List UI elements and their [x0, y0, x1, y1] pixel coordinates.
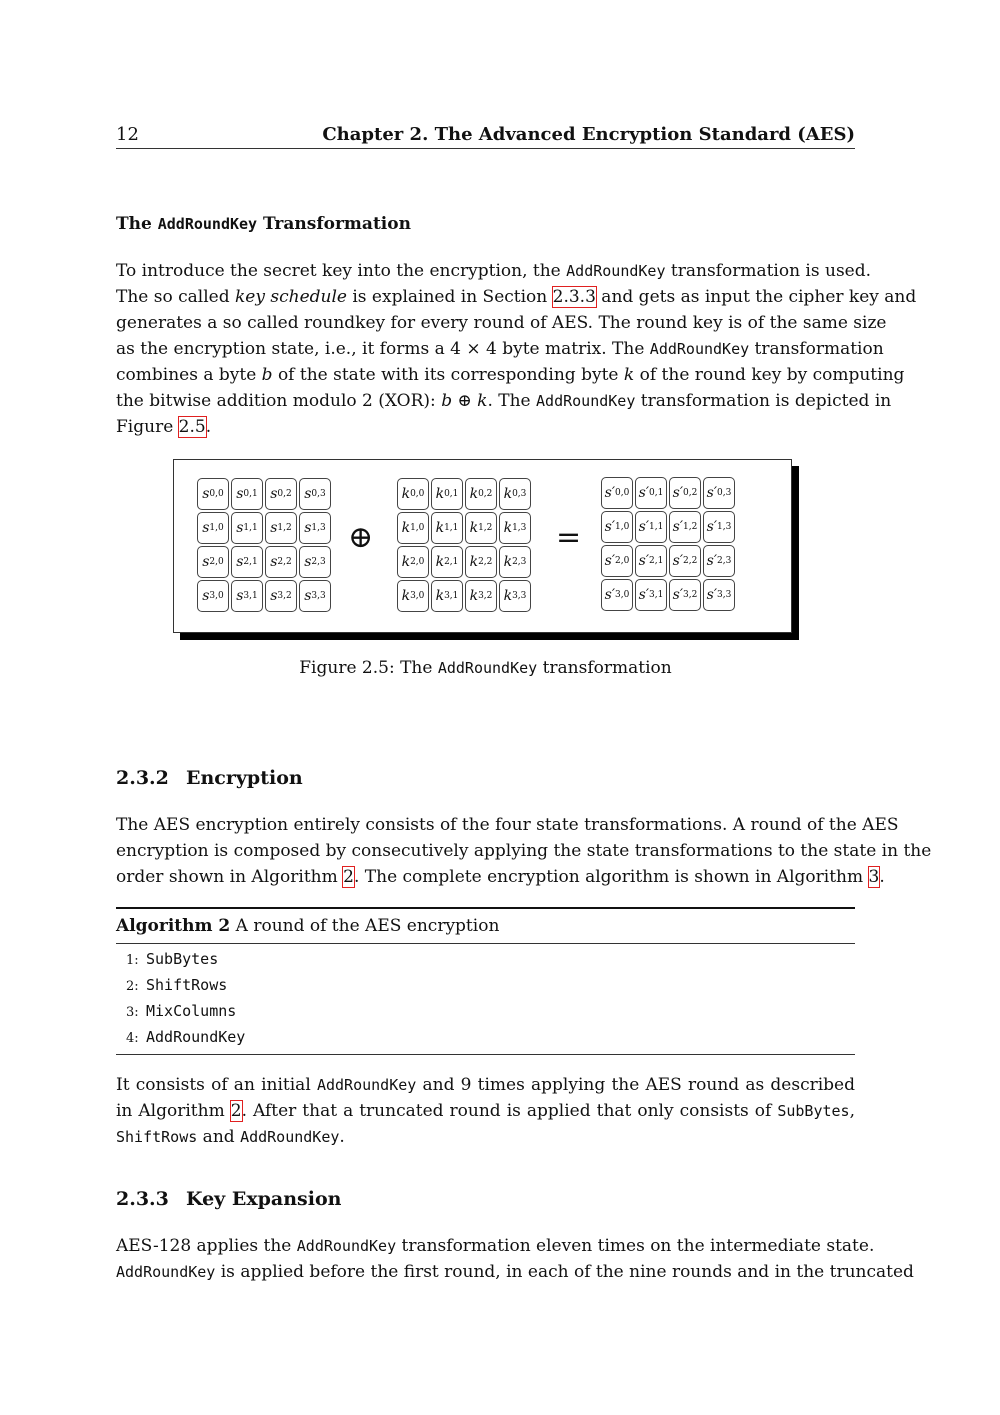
matrix-cell [601, 579, 633, 611]
matrix-cell [703, 477, 735, 509]
cell-symbol: s [270, 486, 278, 502]
matrix-cell [465, 580, 497, 612]
cell-index: 2,3 [311, 557, 326, 567]
matrix-cell [265, 580, 297, 612]
matrix-cell [499, 580, 531, 612]
cell-symbol: s [304, 486, 312, 502]
cell-symbol: s′ [672, 485, 684, 501]
code-text: AddRoundKey [296, 1237, 397, 1255]
cell-symbol: k [469, 554, 479, 570]
cell-symbol: k [503, 554, 513, 570]
text: , [849, 1101, 855, 1121]
matrix-cell [431, 512, 463, 544]
matrix-cell [265, 546, 297, 578]
cell-index: 1,0 [209, 523, 224, 533]
algorithm-step [116, 972, 855, 998]
chapter-title: Chapter 2. The Advanced Encryption Standard (AES) [322, 124, 855, 145]
cell-symbol: s′ [706, 519, 718, 535]
cell-index: 0,3 [512, 489, 527, 499]
cell-index: 2,0 [209, 557, 224, 567]
matrix-cell [197, 512, 229, 544]
cell-index: 2,0 [410, 557, 425, 567]
text: . The complete encryption algorithm is shown in Algorithm [353, 867, 869, 887]
cell-symbol: k [401, 554, 411, 570]
equals-operator: = [556, 520, 582, 555]
text: in Algorithm [116, 1101, 231, 1121]
text-line [116, 362, 905, 388]
algorithm-label: Algorithm 2 [116, 916, 231, 936]
cell-index: 0,0 [410, 489, 425, 499]
text: The AES encryption entirely consists of the four state transformations. A round of the AES [116, 815, 899, 835]
matrix-cell [669, 579, 701, 611]
matrix-cell [231, 478, 263, 510]
text: of the state with its corresponding byte [272, 365, 624, 385]
cell-symbol: s′ [604, 553, 616, 569]
matrix-cell [669, 477, 701, 509]
cross-reference-link[interactable]: 2.3.3 [552, 287, 596, 307]
text: and [197, 1127, 241, 1147]
matrix-cell [397, 478, 429, 510]
italic-text: k [623, 365, 635, 385]
cell-index: 3,2 [277, 591, 292, 601]
cell-symbol: s [236, 588, 244, 604]
cell-index: 3,3 [311, 591, 326, 601]
cell-symbol: s [270, 520, 278, 536]
text-line [116, 1124, 855, 1150]
cell-index: 1,1 [444, 523, 459, 533]
text: encryption is composed by consecutively applying the state transformations to the state in the [116, 841, 932, 861]
cell-symbol: k [401, 520, 411, 536]
matrix-cell [431, 478, 463, 510]
paragraph-rounds [116, 1072, 855, 1150]
cross-reference-link[interactable]: 2 [343, 867, 354, 887]
page-number: 12 [116, 124, 139, 145]
section-number: 2.3.3 [116, 1188, 169, 1210]
text: order shown in Algorithm [116, 867, 344, 887]
cell-symbol: s′ [638, 485, 650, 501]
italic-text: b [441, 391, 453, 411]
cell-symbol: s [304, 554, 312, 570]
cell-index: 1,1 [243, 523, 258, 533]
matrix-cell [499, 478, 531, 510]
cell-index: 2,3 [512, 557, 527, 567]
cell-symbol: s [304, 588, 312, 604]
cell-index: 3,3 [717, 590, 732, 600]
matrix-cell [635, 477, 667, 509]
matrix-cell [197, 546, 229, 578]
text: The so called [116, 287, 235, 307]
cell-index: 0,0 [209, 489, 224, 499]
matrix-cell [669, 511, 701, 543]
cross-reference-link[interactable]: 3 [868, 867, 880, 887]
matrix-cell [601, 477, 633, 509]
text: AES-128 applies the [116, 1236, 297, 1256]
caption-text: Figure 2.5: The [299, 658, 438, 678]
cell-index: 3,1 [444, 591, 459, 601]
matrix-cell [465, 546, 497, 578]
text-line [116, 388, 892, 414]
matrix-cell [635, 545, 667, 577]
cell-index: 1,2 [683, 522, 698, 532]
cell-index: 0,3 [717, 488, 732, 498]
text-line [116, 1259, 914, 1285]
algorithm-step [116, 998, 855, 1024]
cell-index: 3,3 [512, 591, 527, 601]
code-text: AddRoundKey [536, 392, 636, 410]
cell-symbol: s′ [706, 485, 718, 501]
text: transformation eleven times on the intermediate state. [396, 1236, 875, 1256]
cell-index: 2,0 [615, 556, 630, 566]
cell-index: 0,1 [444, 489, 459, 499]
caption-text: transformation [537, 658, 672, 678]
text: . [879, 867, 885, 887]
cell-symbol: s [202, 554, 210, 570]
step-number: 2: [126, 979, 139, 994]
result-matrix [601, 477, 735, 611]
section-title: Key Expansion [186, 1188, 342, 1210]
matrix-cell [231, 546, 263, 578]
algorithm-step [116, 946, 855, 972]
cell-symbol: s′ [706, 553, 718, 569]
cell-symbol: k [503, 486, 513, 502]
matrix-cell [601, 511, 633, 543]
cell-symbol: s′ [638, 587, 650, 603]
cell-index: 0,1 [649, 488, 664, 498]
text: Figure [116, 417, 179, 437]
cell-index: 0,0 [615, 488, 630, 498]
cell-index: 0,2 [683, 488, 698, 498]
cell-index: 1,0 [615, 522, 630, 532]
algorithm-caption: A round of the AES encryption [230, 916, 500, 936]
matrix-cell [299, 512, 331, 544]
text: is explained in Section [346, 287, 553, 307]
cell-symbol: k [401, 588, 411, 604]
cell-index: 1,3 [717, 522, 732, 532]
code-text: ShiftRows [116, 1128, 198, 1146]
cell-index: 1,2 [478, 523, 493, 533]
cell-index: 1,2 [277, 523, 292, 533]
text: generates a so called roundkey for every round of AES. The round key is of the same size [116, 313, 887, 333]
paragraph-encryption [116, 812, 932, 890]
cell-symbol: k [469, 486, 479, 502]
cell-symbol: s [202, 520, 210, 536]
cell-index: 2,2 [683, 556, 698, 566]
cell-symbol: s′ [604, 587, 616, 603]
algorithm-step [116, 1024, 855, 1050]
matrix-cell [703, 511, 735, 543]
matrix-cell [703, 545, 735, 577]
step-code: MixColumns [146, 1002, 237, 1020]
heading-code: AddRoundKey [157, 215, 258, 233]
cell-index: 0,3 [311, 489, 326, 499]
text: and 9 times applying the AES round as described [416, 1075, 855, 1095]
matrix-cell [397, 546, 429, 578]
matrix-cell [299, 478, 331, 510]
cell-symbol: s [202, 486, 210, 502]
text-line [116, 414, 855, 440]
heading-text: The [116, 214, 158, 234]
text-line [116, 1072, 855, 1098]
text: as the encryption state, i.e., it forms a 4 × 4 byte matrix. The [116, 339, 650, 359]
cell-index: 0,2 [277, 489, 292, 499]
cell-symbol: s′ [672, 519, 684, 535]
cell-symbol: k [469, 520, 479, 536]
paragraph-addroundkey [116, 258, 917, 440]
italic-text: b [261, 365, 273, 385]
cell-index: 3,2 [478, 591, 493, 601]
text: the bitwise addition modulo 2 (XOR): [116, 391, 442, 411]
caption-code: AddRoundKey [437, 659, 538, 677]
paragraph-key-expansion [116, 1233, 914, 1285]
section-heading-key-expansion [116, 1186, 855, 1212]
cell-index: 3,2 [683, 590, 698, 600]
matrix-cell [397, 580, 429, 612]
cell-index: 2,2 [277, 557, 292, 567]
cell-index: 1,0 [410, 523, 425, 533]
matrix-cell [499, 546, 531, 578]
text-line [116, 1233, 875, 1259]
state-matrix [197, 478, 331, 612]
text: To introduce the secret key into the encryption, the [116, 261, 567, 281]
key-matrix [397, 478, 531, 612]
section-heading-encryption [116, 765, 855, 791]
matrix-cell [465, 512, 497, 544]
text: transformation is depicted in [635, 391, 892, 411]
cell-index: 2,1 [444, 557, 459, 567]
text-line [116, 336, 884, 362]
text: ⊕ [452, 391, 478, 411]
matrix-cell [299, 580, 331, 612]
step-code: ShiftRows [146, 976, 228, 994]
cell-index: 2,3 [717, 556, 732, 566]
text: combines a byte [116, 365, 262, 385]
matrix-cell [197, 478, 229, 510]
matrix-cell [265, 512, 297, 544]
cell-index: 3,1 [243, 591, 258, 601]
text-line [116, 838, 932, 864]
code-text: AddRoundKey [240, 1128, 340, 1146]
italic-text: key schedule [235, 287, 347, 307]
matrix-cell [197, 580, 229, 612]
cell-symbol: s [236, 520, 244, 536]
cell-index: 2,2 [478, 557, 493, 567]
cell-symbol: k [435, 486, 445, 502]
cell-symbol: s [270, 554, 278, 570]
cell-symbol: k [469, 588, 479, 604]
text: is applied before the first round, in each of the nine rounds and in the truncated [215, 1262, 914, 1282]
cell-symbol: s′ [638, 553, 650, 569]
cell-index: 1,3 [311, 523, 326, 533]
text: transformation is used. [665, 261, 872, 281]
text: . After that a truncated round is applied that only consists of [241, 1101, 778, 1121]
cross-reference-link[interactable]: 2.5 [178, 417, 206, 437]
matrix-cell [431, 580, 463, 612]
matrix-cell [601, 545, 633, 577]
cell-index: 2,1 [649, 556, 664, 566]
figure-addroundkey [173, 459, 792, 633]
text: It consists of an initial [116, 1075, 317, 1095]
text: . The [487, 391, 537, 411]
cell-index: 0,2 [478, 489, 493, 499]
cell-index: 0,1 [243, 489, 258, 499]
italic-text: k [477, 391, 488, 411]
subsection-heading [116, 211, 855, 237]
cell-symbol: k [503, 588, 513, 604]
figure-caption [116, 658, 855, 678]
code-text: SubBytes [777, 1102, 850, 1120]
cell-index: 3,0 [209, 591, 224, 601]
section-title: Encryption [186, 767, 303, 789]
cell-index: 2,1 [243, 557, 258, 567]
step-number: 4: [126, 1031, 139, 1046]
cell-symbol: k [503, 520, 513, 536]
code-text: AddRoundKey [116, 1263, 216, 1281]
text-line [116, 284, 917, 310]
code-text: AddRoundKey [649, 340, 750, 358]
algorithm-title [116, 909, 855, 944]
text: . [205, 417, 212, 437]
cell-symbol: s [304, 520, 312, 536]
cell-symbol: s [202, 588, 210, 604]
step-code: SubBytes [146, 950, 219, 968]
cell-symbol: k [401, 486, 411, 502]
matrix-cell [265, 478, 297, 510]
text: . [339, 1127, 345, 1147]
text-line [116, 812, 899, 838]
text-line [116, 864, 885, 890]
running-header [116, 124, 855, 149]
cell-index: 3,0 [615, 590, 630, 600]
cell-symbol: s′ [604, 485, 616, 501]
matrix-cell [431, 546, 463, 578]
matrix-cell [635, 579, 667, 611]
matrix-cell [231, 512, 263, 544]
cell-index: 1,3 [512, 523, 527, 533]
section-number: 2.3.2 [116, 767, 169, 789]
step-number: 3: [126, 1005, 139, 1020]
code-text: AddRoundKey [316, 1076, 417, 1094]
matrix-cell [703, 579, 735, 611]
cell-symbol: s [236, 554, 244, 570]
text-line [116, 258, 872, 284]
cell-symbol: s [270, 588, 278, 604]
cell-index: 1,1 [649, 522, 664, 532]
cell-symbol: s′ [706, 587, 718, 603]
matrix-cell [635, 511, 667, 543]
algorithm-box [116, 907, 855, 1055]
cell-symbol: s′ [604, 519, 616, 535]
text: transformation [749, 339, 884, 359]
text-line [116, 1098, 855, 1124]
matrix-cell [669, 545, 701, 577]
text: of the round key by computing [634, 365, 905, 385]
cell-symbol: k [435, 554, 445, 570]
cell-symbol: s′ [672, 553, 684, 569]
text-line [116, 310, 887, 336]
xor-operator: ⊕ [348, 520, 374, 555]
heading-text: Transformation [257, 214, 411, 234]
matrix-cell [299, 546, 331, 578]
cell-symbol: s′ [638, 519, 650, 535]
cell-symbol: k [435, 588, 445, 604]
cell-symbol: s′ [672, 587, 684, 603]
matrix-cell [465, 478, 497, 510]
code-text: AddRoundKey [566, 262, 666, 280]
step-number: 1: [126, 953, 139, 968]
step-code: AddRoundKey [146, 1028, 246, 1046]
text: and gets as input the cipher key and [595, 287, 917, 307]
matrix-cell [231, 580, 263, 612]
cross-reference-link[interactable]: 2 [230, 1101, 242, 1121]
cell-symbol: s [236, 486, 244, 502]
matrix-cell [499, 512, 531, 544]
cell-symbol: k [435, 520, 445, 536]
cell-index: 3,0 [410, 591, 425, 601]
matrix-cell [397, 512, 429, 544]
cell-index: 3,1 [649, 590, 664, 600]
